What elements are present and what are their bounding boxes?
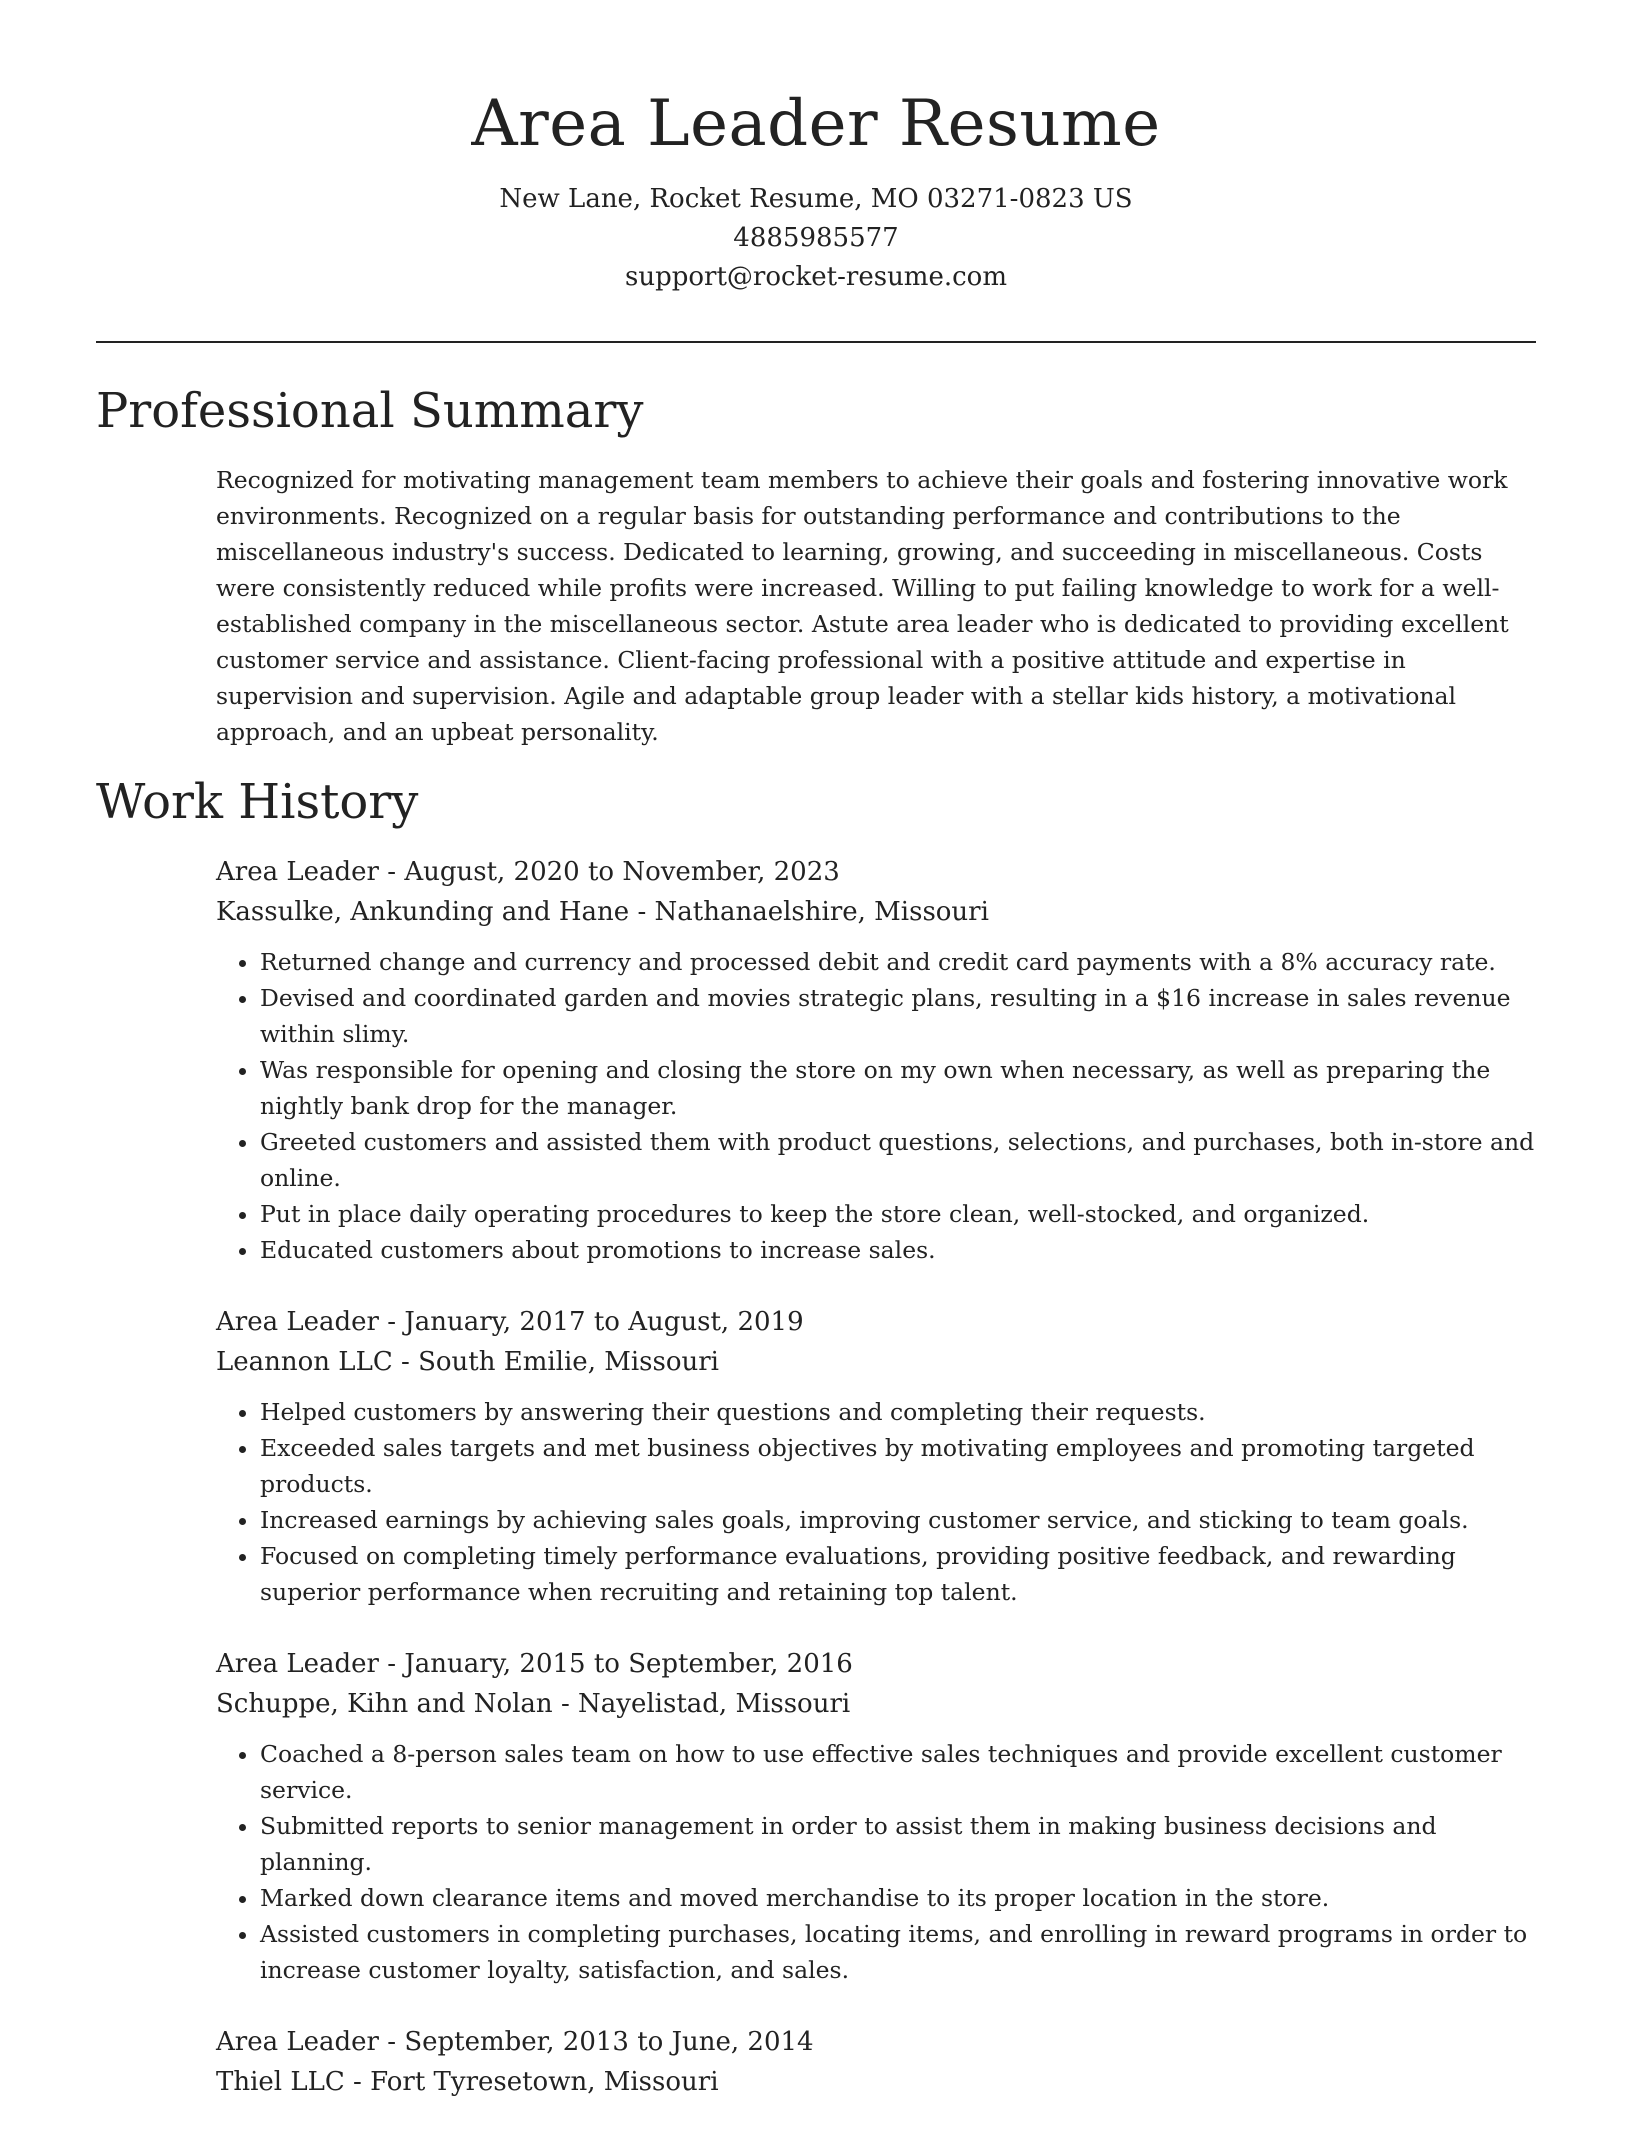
work-history-heading: Work History — [96, 774, 419, 830]
contact-phone: 4885985577 — [733, 223, 899, 253]
job-bullets — [216, 944, 1541, 1268]
job-location: Nayelistad, Missouri — [578, 1689, 851, 1719]
job-bullets — [216, 1736, 1541, 1988]
job-bullet: • Assisted customers in completing purchases, locating items, and enrolling in reward programs in order to increase customer loyalty, satisfaction, and sales. — [260, 1916, 1541, 1988]
job-bullet: • Greeted customers and assisted them with product questions, selections, and purchases, both in-store and online. — [260, 1124, 1541, 1196]
job-entry — [216, 1302, 1541, 1610]
job-location: South Emilie, Missouri — [418, 1347, 719, 1377]
job-location: Nathanaelshire, Missouri — [654, 897, 989, 927]
job-company: Kassulke, Ankunding and Hane — [216, 897, 630, 927]
job-title: Area Leader — [216, 2027, 379, 2057]
resume-title: Area Leader Resume — [471, 87, 1161, 161]
job-entry — [216, 852, 1541, 1268]
job-bullet: • Helped customers by answering their questions and completing their requests. — [260, 1394, 1541, 1430]
job-dates: September, 2013 to June, 2014 — [404, 2027, 814, 2057]
job-company: Leannon LLC — [216, 1347, 393, 1377]
job-bullet: • Returned change and currency and processed debit and credit card payments with a 8% accuracy rate. — [260, 944, 1541, 980]
job-title: Area Leader — [216, 857, 379, 887]
contact-info — [0, 180, 1632, 297]
job-title-line: Area Leader - August, 2020 to November, 2023 — [216, 857, 840, 887]
job-title: Area Leader — [216, 1649, 379, 1679]
job-title-line: Area Leader - January, 2017 to August, 2019 — [216, 1307, 804, 1337]
job-title-line: Area Leader - September, 2013 to June, 2014 — [216, 2027, 814, 2057]
job-company-line: Leannon LLC - South Emilie, Missouri — [216, 1347, 719, 1377]
contact-email: support@rocket-resume.com — [624, 262, 1007, 292]
job-bullet: • Devised and coordinated garden and movies strategic plans, resulting in a $16 increase in sales revenue within slimy. — [260, 980, 1541, 1052]
job-bullet: • Focused on completing timely performance evaluations, providing positive feedback, and rewarding superior performance when recruiting and retaining top talent. — [260, 1538, 1541, 1610]
contact-address: New Lane, Rocket Resume, MO 03271-0823 US — [499, 184, 1133, 214]
job-location: Fort Tyresetown, Missouri — [370, 2067, 719, 2097]
job-bullet: • Coached a 8-person sales team on how to use effective sales techniques and provide excellent customer service. — [260, 1736, 1541, 1808]
summary-text: Recognized for motivating management team members to achieve their goals and fostering innovative work environments. Recognized on a regular basis for outstanding performance and contributions to the miscellaneous industry's success. Dedicated to learning, growing, and succeeding in miscellaneous. Costs were consistently reduced while profits were increased. Willing to put failing knowledge to work for a well-established company in the miscellaneous sector. Astute area leader who is dedicated to providing excellent customer service and assistance. Client-facing professional with a positive attitude and expertise in supervision and supervision. Agile and adaptable group leader with a stellar kids history, a motivational approach, and an upbeat personality. — [216, 466, 1509, 746]
job-bullet: • Submitted reports to senior management in order to assist them in making business decisions and planning. — [260, 1808, 1541, 1880]
job-dates: January, 2017 to August, 2019 — [404, 1307, 804, 1337]
header-divider — [96, 341, 1536, 343]
job-bullet: • Exceeded sales targets and met business objectives by motivating employees and promoting targeted products. — [260, 1430, 1541, 1502]
job-bullets — [216, 1394, 1541, 1610]
job-entry — [216, 1644, 1541, 1988]
job-company-line: Schuppe, Kihn and Nolan - Nayelistad, Missouri — [216, 1689, 851, 1719]
job-title-line: Area Leader - January, 2015 to September, 2016 — [216, 1649, 853, 1679]
job-company: Schuppe, Kihn and Nolan — [216, 1689, 553, 1719]
summary-heading: Professional Summary — [96, 383, 644, 439]
job-company-line: Kassulke, Ankunding and Hane - Nathanaelshire, Missouri — [216, 897, 989, 927]
job-company: Thiel LLC — [216, 2067, 345, 2097]
resume-header — [0, 0, 1632, 297]
job-bullet: • Marked down clearance items and moved merchandise to its proper location in the store. — [260, 1880, 1541, 1916]
job-dates: January, 2015 to September, 2016 — [404, 1649, 853, 1679]
job-bullet: • Increased earnings by achieving sales goals, improving customer service, and sticking to team goals. — [260, 1502, 1541, 1538]
job-entry — [216, 2022, 1541, 2102]
work-history-list — [216, 852, 1541, 2136]
job-dates: August, 2020 to November, 2023 — [404, 857, 840, 887]
job-company-line: Thiel LLC - Fort Tyresetown, Missouri — [216, 2067, 719, 2097]
job-title: Area Leader — [216, 1307, 379, 1337]
job-bullet: • Put in place daily operating procedures to keep the store clean, well-stocked, and organized. — [260, 1196, 1541, 1232]
job-bullet: • Educated customers about promotions to increase sales. — [260, 1232, 1541, 1268]
job-bullet: • Was responsible for opening and closing the store on my own when necessary, as well as preparing the nightly bank drop for the manager. — [260, 1052, 1541, 1124]
